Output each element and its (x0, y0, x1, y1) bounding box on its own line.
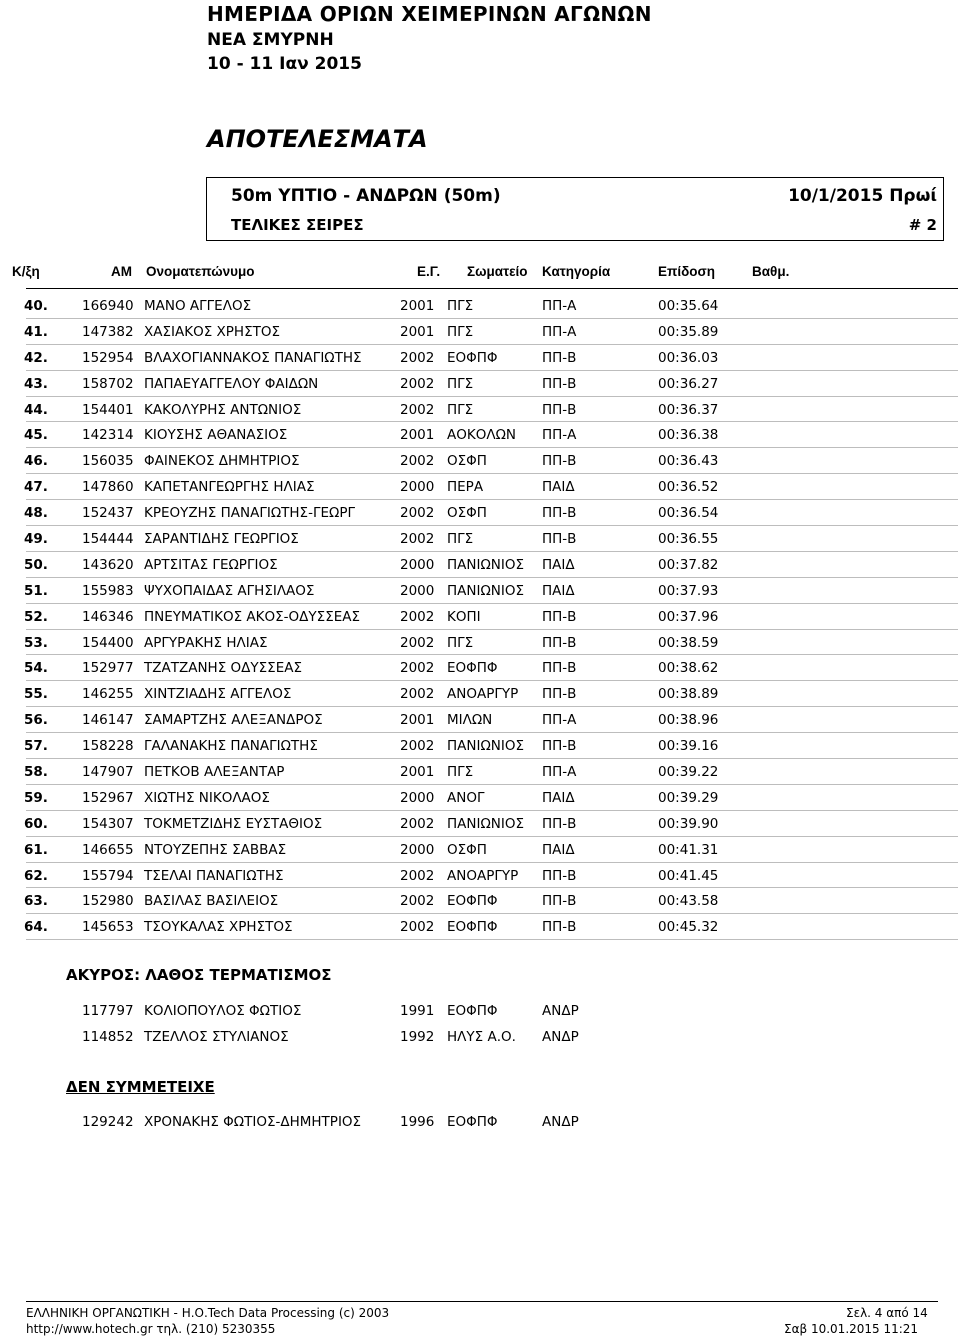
am-cell: 143620 (82, 556, 134, 573)
club-cell: ΕΟΦΠΦ (447, 919, 498, 936)
name-cell: ΧΑΣΙΑΚΟΣ ΧΡΗΣΤΟΣ (144, 323, 281, 340)
time-cell: 00:36.55 (658, 531, 719, 548)
club-cell: ΑΟΚΟΛΩΝ (447, 427, 516, 444)
time-cell: 00:39.22 (658, 764, 719, 781)
table-row (26, 397, 958, 423)
am-cell: 117797 (82, 1003, 134, 1019)
header-divider (26, 288, 958, 289)
year-cell: 2001 (400, 764, 435, 781)
name-cell: ΚΑΚΟΛΥΡΗΣ ΑΝΤΩΝΙΟΣ (144, 401, 302, 418)
rank-cell: 43. (24, 375, 48, 392)
year-cell: 2000 (400, 556, 435, 573)
year-cell: 1991 (400, 1003, 435, 1019)
am-cell: 154401 (82, 401, 134, 418)
rank-cell: 40. (24, 298, 48, 314)
category-cell: ΠΠ-Β (542, 867, 577, 884)
category-cell: ΠΠ-Α (542, 323, 577, 340)
dns-row (26, 1114, 958, 1138)
rank-cell: 60. (24, 815, 48, 832)
time-cell: 00:37.93 (658, 582, 719, 599)
rank-cell: 53. (24, 634, 48, 651)
name-cell: ΑΡΤΣΙΤΑΣ ΓΕΩΡΓΙΟΣ (144, 556, 278, 573)
year-cell: 2002 (400, 453, 435, 470)
club-cell: ΗΛΥΣ Α.Ο. (447, 1029, 516, 1045)
time-cell: 00:35.64 (658, 298, 719, 314)
category-cell: ΑΝΔΡ (542, 1003, 579, 1019)
event-box (206, 177, 944, 241)
club-cell: ΕΟΦΠΦ (447, 1114, 498, 1130)
rank-cell: 55. (24, 686, 48, 703)
am-cell: 156035 (82, 453, 134, 470)
name-cell: ΤΣΕΛΑΙ ΠΑΝΑΓΙΩΤΗΣ (144, 867, 284, 884)
col-header-category: Κατηγορία (542, 264, 611, 279)
am-cell: 152967 (82, 789, 134, 806)
time-cell: 00:36.27 (658, 375, 719, 392)
year-cell: 2002 (400, 660, 435, 677)
time-cell: 00:35.89 (658, 323, 719, 340)
club-cell: ΟΣΦΠ (447, 841, 487, 858)
am-cell: 152437 (82, 505, 134, 522)
category-cell: ΠΠ-Α (542, 298, 577, 314)
year-cell: 2002 (400, 686, 435, 703)
table-row (26, 759, 958, 785)
am-cell: 147382 (82, 323, 134, 340)
am-cell: 155794 (82, 867, 134, 884)
category-cell: ΠΑΙΔ (542, 479, 575, 496)
time-cell: 00:37.96 (658, 608, 719, 625)
table-row (26, 914, 958, 940)
name-cell: ΒΑΣΙΛΑΣ ΒΑΣΙΛΕΙΟΣ (144, 893, 279, 910)
event-date: 10/1/2015 Πρωί (788, 186, 937, 206)
category-cell: ΠΠ-Β (542, 660, 577, 677)
table-row (26, 578, 958, 604)
year-cell: 2002 (400, 531, 435, 548)
name-cell: ΧΡΟΝΑΚΗΣ ΦΩΤΙΟΣ-ΔΗΜΗΤΡΙΟΣ (144, 1114, 362, 1130)
table-row (26, 422, 958, 448)
club-cell: ΑΝΟΓ (447, 789, 485, 806)
name-cell: ΤΟΚΜΕΤΖΙΔΗΣ ΕΥΣΤΑΘΙΟΣ (144, 815, 323, 832)
name-cell: ΚΙΟΥΣΗΣ ΑΘΑΝΑΣΙΟΣ (144, 427, 288, 444)
am-cell: 154444 (82, 531, 134, 548)
rank-cell: 59. (24, 789, 48, 806)
name-cell: ΣΑΡΑΝΤΙΔΗΣ ΓΕΩΡΓΙΟΣ (144, 531, 299, 548)
club-cell: ΕΟΦΠΦ (447, 660, 498, 677)
time-cell: 00:39.29 (658, 789, 719, 806)
category-cell: ΠΑΙΔ (542, 582, 575, 599)
year-cell: 2001 (400, 323, 435, 340)
category-cell: ΠΠ-Α (542, 427, 577, 444)
club-cell: ΜΙΛΩΝ (447, 712, 493, 729)
year-cell: 2002 (400, 815, 435, 832)
time-cell: 00:36.38 (658, 427, 719, 444)
footer-company: ΕΛΛΗΝΙΚΗ ΟΡΓΑΝΩΤΙΚΗ - Η.Ο.Tech Data Processing (c) 2003 (26, 1306, 390, 1320)
club-cell: ΠΑΝΙΩΝΙΟΣ (447, 738, 525, 755)
col-header-points: Βαθμ. (752, 264, 790, 279)
year-cell: 2002 (400, 634, 435, 651)
category-cell: ΠΠ-Β (542, 893, 577, 910)
name-cell: ΤΣΟΥΚΑΛΑΣ ΧΡΗΣΤΟΣ (144, 919, 293, 936)
table-row (26, 604, 958, 630)
results-title: ΑΠΟΤΕΛΕΣΜΑΤΑ (207, 125, 428, 153)
year-cell: 2001 (400, 427, 435, 444)
footer-contact: http://www.hotech.gr τηλ. (210) 5230355 (26, 1322, 276, 1336)
category-cell: ΠΠ-Β (542, 453, 577, 470)
rank-cell: 47. (24, 479, 48, 496)
am-cell: 147907 (82, 764, 134, 781)
name-cell: ΧΙΝΤΖΙΑΔΗΣ ΑΓΓΕΛΟΣ (144, 686, 292, 703)
table-row (26, 319, 958, 345)
year-cell: 2002 (400, 738, 435, 755)
category-cell: ΠΑΙΔ (542, 789, 575, 806)
club-cell: ΠΓΣ (447, 375, 474, 392)
rank-cell: 48. (24, 505, 48, 522)
table-row (26, 837, 958, 863)
name-cell: ΜΑΝΟ ΑΓΓΕΛΟΣ (144, 298, 252, 314)
time-cell: 00:38.62 (658, 660, 719, 677)
am-cell: 158228 (82, 738, 134, 755)
name-cell: ΝΤΟΥΖΕΠΗΣ ΣΑΒΒΑΣ (144, 841, 287, 858)
am-cell: 114852 (82, 1029, 134, 1045)
meet-title: ΗΜΕΡΙΔΑ ΟΡΙΩΝ ΧΕΙΜΕΡΙΝΩΝ ΑΓΩΝΩΝ (207, 2, 652, 26)
event-round: ΤΕΛΙΚΕΣ ΣΕΙΡΕΣ (231, 216, 364, 234)
rank-cell: 64. (24, 919, 48, 936)
year-cell: 2002 (400, 608, 435, 625)
year-cell: 2000 (400, 789, 435, 806)
time-cell: 00:36.03 (658, 349, 719, 366)
time-cell: 00:41.45 (658, 867, 719, 884)
category-cell: ΠΠ-Β (542, 815, 577, 832)
rank-cell: 58. (24, 764, 48, 781)
year-cell: 2000 (400, 582, 435, 599)
am-cell: 146147 (82, 712, 134, 729)
name-cell: ΦΑΙΝΕΚΟΣ ΔΗΜΗΤΡΙΟΣ (144, 453, 300, 470)
club-cell: ΑΝΟΑΡΓΥΡ (447, 867, 519, 884)
club-cell: ΕΟΦΠΦ (447, 1003, 498, 1019)
club-cell: ΠΓΣ (447, 298, 474, 314)
footer-timestamp: Σαβ 10.01.2015 11:21 (784, 1322, 919, 1336)
time-cell: 00:36.43 (658, 453, 719, 470)
category-cell: ΠΠ-Β (542, 375, 577, 392)
rank-cell: 61. (24, 841, 48, 858)
time-cell: 00:36.52 (658, 479, 719, 496)
category-cell: ΑΝΔΡ (542, 1029, 579, 1045)
name-cell: ΠΕΤΚΟΒ ΑΛΕΞΑΝΤΑΡ (144, 764, 285, 781)
club-cell: ΠΕΡΑ (447, 479, 484, 496)
rank-cell: 42. (24, 349, 48, 366)
year-cell: 2002 (400, 349, 435, 366)
results-table (0, 293, 960, 940)
time-cell: 00:38.59 (658, 634, 719, 651)
category-cell: ΠΠ-Β (542, 505, 577, 522)
year-cell: 2002 (400, 893, 435, 910)
am-cell: 146255 (82, 686, 134, 703)
category-cell: ΠΑΙΔ (542, 556, 575, 573)
year-cell: 1992 (400, 1029, 435, 1045)
category-cell: ΠΠ-Β (542, 738, 577, 755)
am-cell: 166940 (82, 298, 134, 314)
rank-cell: 46. (24, 453, 48, 470)
table-row (26, 630, 958, 656)
footer-divider (26, 1301, 938, 1302)
col-header-name: Ονοματεπώνυμο (146, 264, 255, 279)
name-cell: ΣΑΜΑΡΤΖΗΣ ΑΛΕΞΑΝΔΡΟΣ (144, 712, 323, 729)
rank-cell: 41. (24, 323, 48, 340)
club-cell: ΠΓΣ (447, 764, 474, 781)
am-cell: 146655 (82, 841, 134, 858)
time-cell: 00:37.82 (658, 556, 719, 573)
table-row (26, 448, 958, 474)
meet-location: ΝΕΑ ΣΜΥΡΝΗ (207, 30, 334, 50)
table-row (26, 293, 958, 319)
category-cell: ΠΠ-Β (542, 686, 577, 703)
table-row (26, 863, 958, 889)
time-cell: 00:38.96 (658, 712, 719, 729)
time-cell: 00:41.31 (658, 841, 719, 858)
time-cell: 00:36.54 (658, 505, 719, 522)
table-row (26, 500, 958, 526)
club-cell: ΚΟΠΙ (447, 608, 481, 625)
table-row (26, 655, 958, 681)
table-row (26, 888, 958, 914)
category-cell: ΑΝΔΡ (542, 1114, 579, 1130)
year-cell: 2002 (400, 401, 435, 418)
year-cell: 2002 (400, 867, 435, 884)
year-cell: 1996 (400, 1114, 435, 1130)
name-cell: ΒΛΑΧΟΓΙΑΝΝΑΚΟΣ ΠΑΝΑΓΙΩΤΗΣ (144, 349, 362, 366)
dns-section-title: ΔΕΝ ΣΥΜΜΕΤΕΙΧΕ (66, 1078, 215, 1096)
table-row (26, 681, 958, 707)
name-cell: ΨΥΧΟΠΑΙΔΑΣ ΑΓΗΣΙΛΑΟΣ (144, 582, 315, 599)
am-cell: 154307 (82, 815, 134, 832)
club-cell: ΑΝΟΑΡΓΥΡ (447, 686, 519, 703)
am-cell: 155983 (82, 582, 134, 599)
invalid-row (26, 1029, 958, 1053)
rank-cell: 56. (24, 712, 48, 729)
rank-cell: 51. (24, 582, 48, 599)
invalid-row (26, 1003, 958, 1027)
club-cell: ΕΟΦΠΦ (447, 893, 498, 910)
event-heat: # 2 (908, 216, 937, 234)
table-row (26, 733, 958, 759)
name-cell: ΤΖΕΛΛΟΣ ΣΤΥΛΙΑΝΟΣ (144, 1029, 289, 1045)
am-cell: 147860 (82, 479, 134, 496)
am-cell: 152977 (82, 660, 134, 677)
year-cell: 2000 (400, 479, 435, 496)
name-cell: ΧΙΩΤΗΣ ΝΙΚΟΛΑΟΣ (144, 789, 270, 806)
rank-cell: 63. (24, 893, 48, 910)
category-cell: ΠΠ-Β (542, 401, 577, 418)
col-header-club: Σωματείο (467, 264, 528, 279)
name-cell: ΚΡΕΟΥΖΗΣ ΠΑΝΑΓΙΩΤΗΣ-ΓΕΩΡΓ (144, 505, 355, 522)
year-cell: 2002 (400, 375, 435, 392)
name-cell: ΠΝΕΥΜΑΤΙΚΟΣ ΑΚΟΣ-ΟΔΥΣΣΕΑΣ (144, 608, 361, 625)
col-header-am: ΑΜ (111, 264, 132, 279)
table-row (26, 552, 958, 578)
name-cell: ΤΖΑΤΖΑΝΗΣ ΟΔΥΣΣΕΑΣ (144, 660, 302, 677)
footer-page: Σελ. 4 από 14 (846, 1306, 928, 1320)
category-cell: ΠΠ-Α (542, 712, 577, 729)
am-cell: 158702 (82, 375, 134, 392)
col-header-year: Ε.Γ. (417, 264, 441, 279)
am-cell: 129242 (82, 1114, 134, 1130)
club-cell: ΠΓΣ (447, 531, 474, 548)
meet-dates: 10 - 11 Ιαν 2015 (207, 54, 362, 74)
club-cell: ΠΑΝΙΩΝΙΟΣ (447, 815, 525, 832)
category-cell: ΠΠ-Β (542, 634, 577, 651)
club-cell: ΟΣΦΠ (447, 505, 487, 522)
time-cell: 00:43.58 (658, 893, 719, 910)
time-cell: 00:38.89 (658, 686, 719, 703)
table-row (26, 474, 958, 500)
club-cell: ΠΓΣ (447, 323, 474, 340)
table-row (26, 785, 958, 811)
year-cell: 2001 (400, 712, 435, 729)
name-cell: ΚΟΛΙΟΠΟΥΛΟΣ ΦΩΤΙΟΣ (144, 1003, 302, 1019)
name-cell: ΠΑΠΑΕΥΑΓΓΕΛΟΥ ΦΑΙΔΩΝ (144, 375, 319, 392)
am-cell: 146346 (82, 608, 134, 625)
category-cell: ΠΠ-Β (542, 349, 577, 366)
category-cell: ΠΑΙΔ (542, 841, 575, 858)
category-cell: ΠΠ-Β (542, 919, 577, 936)
category-cell: ΠΠ-Β (542, 531, 577, 548)
name-cell: ΑΡΓΥΡΑΚΗΣ ΗΛΙΑΣ (144, 634, 268, 651)
club-cell: ΠΓΣ (447, 401, 474, 418)
rank-cell: 50. (24, 556, 48, 573)
rank-cell: 57. (24, 738, 48, 755)
rank-cell: 62. (24, 867, 48, 884)
time-cell: 00:39.90 (658, 815, 719, 832)
event-name: 50m ΥΠΤΙΟ - ΑΝΔΡΩΝ (50m) (231, 186, 501, 206)
table-row (26, 526, 958, 552)
col-header-rank: Κ/ξη (12, 264, 40, 279)
table-row (26, 707, 958, 733)
name-cell: ΚΑΠΕΤΑΝΓΕΩΡΓΗΣ ΗΛΙΑΣ (144, 479, 315, 496)
invalid-section-title: ΑΚΥΡΟΣ: ΛΑΘΟΣ ΤΕΡΜΑΤΙΣΜΟΣ (66, 966, 332, 984)
time-cell: 00:36.37 (658, 401, 719, 418)
rank-cell: 45. (24, 427, 48, 444)
am-cell: 142314 (82, 427, 134, 444)
club-cell: ΕΟΦΠΦ (447, 349, 498, 366)
club-cell: ΠΓΣ (447, 634, 474, 651)
rank-cell: 54. (24, 660, 48, 677)
year-cell: 2002 (400, 919, 435, 936)
time-cell: 00:45.32 (658, 919, 719, 936)
category-cell: ΠΠ-Β (542, 608, 577, 625)
club-cell: ΠΑΝΙΩΝΙΟΣ (447, 556, 525, 573)
category-cell: ΠΠ-Α (542, 764, 577, 781)
am-cell: 145653 (82, 919, 134, 936)
year-cell: 2002 (400, 505, 435, 522)
year-cell: 2001 (400, 298, 435, 314)
rank-cell: 52. (24, 608, 48, 625)
club-cell: ΠΑΝΙΩΝΙΟΣ (447, 582, 525, 599)
table-row (26, 371, 958, 397)
rank-cell: 44. (24, 401, 48, 418)
am-cell: 152954 (82, 349, 134, 366)
am-cell: 152980 (82, 893, 134, 910)
table-row (26, 811, 958, 837)
col-header-time: Επίδοση (658, 264, 716, 279)
table-row (26, 345, 958, 371)
club-cell: ΟΣΦΠ (447, 453, 487, 470)
name-cell: ΓΑΛΑΝΑΚΗΣ ΠΑΝΑΓΙΩΤΗΣ (144, 738, 318, 755)
time-cell: 00:39.16 (658, 738, 719, 755)
am-cell: 154400 (82, 634, 134, 651)
rank-cell: 49. (24, 531, 48, 548)
year-cell: 2000 (400, 841, 435, 858)
